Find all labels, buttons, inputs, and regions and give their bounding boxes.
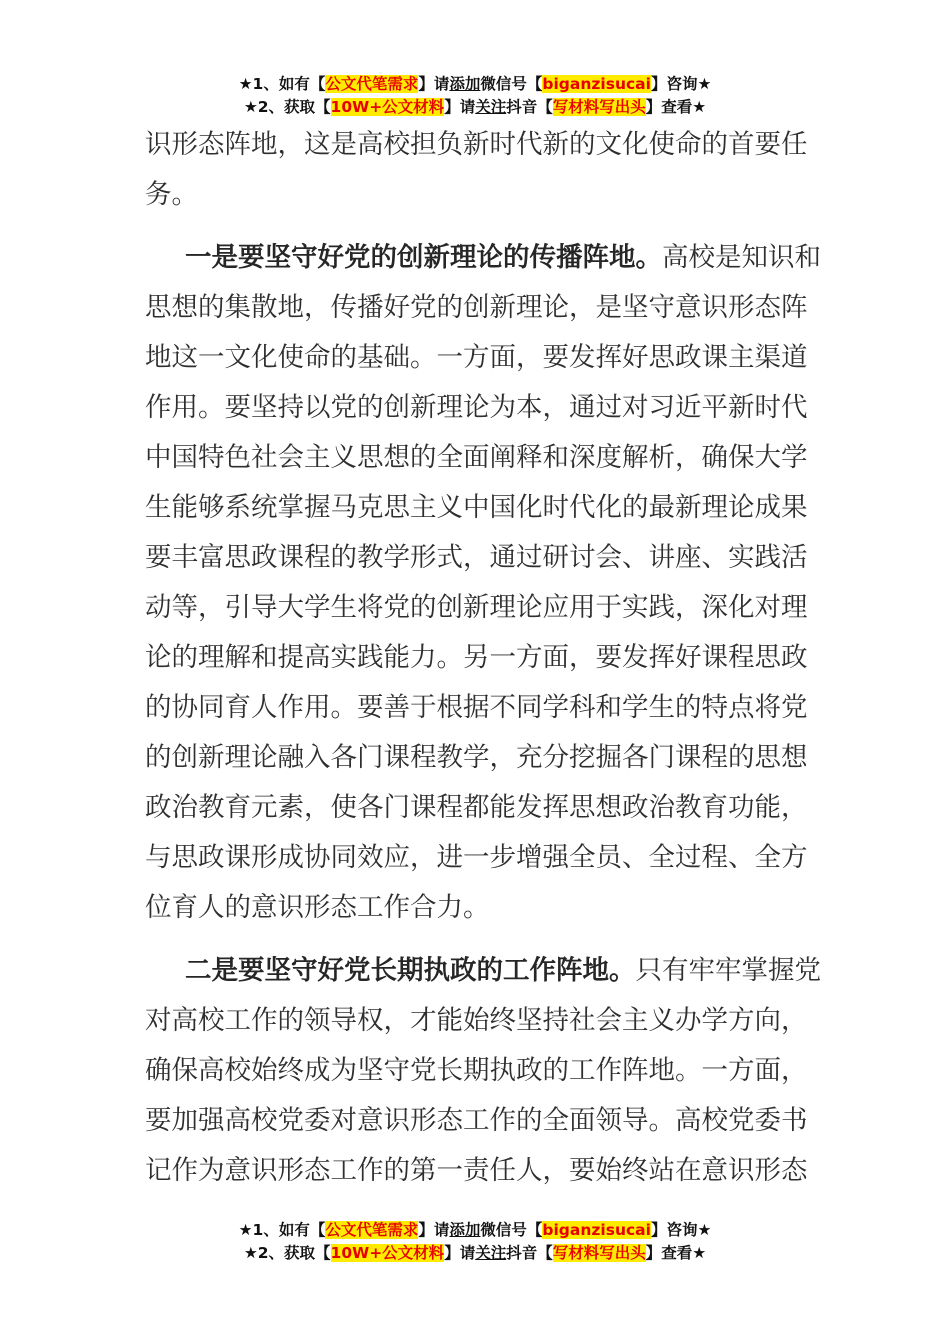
text-run: 高校是知识和 <box>662 242 821 273</box>
banner-text: 】咨询★ <box>650 1221 712 1239</box>
bottom-banner <box>0 1219 950 1265</box>
paragraph-1-first-line <box>145 233 821 283</box>
text-line: 论的理解和提高实践能力。另一方面，要发挥好课程思政 <box>145 642 808 673</box>
banner-line-2 <box>0 1242 950 1265</box>
top-banner <box>0 73 950 119</box>
paragraph-heading: 二是要坚守好党长期执政的工作阵地。 <box>185 955 636 986</box>
banner-highlight: 公文代笔需求 <box>325 1221 419 1239</box>
text-line: 记作为意识形态工作的第一责任人，要始终站在意识形态 <box>145 1155 808 1186</box>
banner-text: 】请 <box>418 75 450 93</box>
text-line: 识形态阵地，这是高校担负新时代新的文化使命的首要任 <box>145 129 808 160</box>
banner-underlined: 添加 <box>449 75 481 93</box>
banner-line-1 <box>0 1219 950 1242</box>
banner-underlined: 关注 <box>475 1244 507 1262</box>
text-line: 作用。要坚持以党的创新理论为本，通过对习近平新时代 <box>145 392 808 423</box>
text-line: 思想的集散地，传播好党的创新理论，是坚守意识形态阵 <box>145 292 808 323</box>
banner-text: ★1、如有【 <box>238 1221 326 1239</box>
text-line: 动等，引导大学生将党的创新理论应用于实践，深化对理 <box>145 592 808 623</box>
text-line: 政治教育元素，使各门课程都能发挥思想政治教育功能， <box>145 792 808 823</box>
paragraph-2-first-line <box>145 946 821 996</box>
document-body <box>145 120 821 1196</box>
text-line: 要丰富思政课程的教学形式，通过研讨会、讲座、实践活 <box>145 542 808 573</box>
banner-line-2 <box>0 96 950 119</box>
text-line: 对高校工作的领导权，才能始终坚持社会主义办学方向， <box>145 1005 808 1036</box>
banner-highlight: 10W+公文材料 <box>330 1244 445 1262</box>
banner-text: 微信号【 <box>480 1221 543 1239</box>
banner-text: 微信号【 <box>480 75 543 93</box>
banner-line-1 <box>0 73 950 96</box>
text-line: 与思政课形成协同效应，进一步增强全员、全过程、全方 <box>145 842 808 873</box>
text-line: 确保高校始终成为坚守党长期执政的工作阵地。一方面， <box>145 1055 808 1086</box>
banner-text: 】咨询★ <box>650 75 712 93</box>
text-line: 要加强高校党委对意识形态工作的全面领导。高校党委书 <box>145 1105 808 1136</box>
banner-text: ★2、获取【 <box>243 1244 331 1262</box>
text-line: 中国特色社会主义思想的全面阐释和深度解析，确保大学 <box>145 442 808 473</box>
text-line: 务。 <box>145 179 198 210</box>
banner-text: 】查看★ <box>645 1244 707 1262</box>
text-line: 的创新理论融入各门课程教学，充分挖掘各门课程的思想 <box>145 742 808 773</box>
banner-underlined: 添加 <box>449 1221 481 1239</box>
banner-highlight: 写材料写出头 <box>552 98 646 116</box>
banner-highlight: 10W+公文材料 <box>330 98 445 116</box>
banner-highlight: biganzisucai <box>542 75 651 93</box>
banner-highlight: 公文代笔需求 <box>325 75 419 93</box>
text-run: 只有牢牢掌握党 <box>635 955 821 986</box>
text-line: 的协同育人作用。要善于根据不同学科和学生的特点将党 <box>145 692 808 723</box>
banner-underlined: 关注 <box>475 98 507 116</box>
paragraph-heading: 一是要坚守好党的创新理论的传播阵地。 <box>185 242 662 273</box>
banner-text: ★2、获取【 <box>243 98 331 116</box>
text-line: 生能够系统掌握马克思主义中国化时代化的最新理论成果 <box>145 492 808 523</box>
banner-text: ★1、如有【 <box>238 75 326 93</box>
banner-text: 】请 <box>444 98 476 116</box>
banner-text: 】查看★ <box>645 98 707 116</box>
text-line: 地这一文化使命的基础。一方面，要发挥好思政课主渠道 <box>145 342 808 373</box>
banner-text: 】请 <box>418 1221 450 1239</box>
banner-text: 】请 <box>444 1244 476 1262</box>
banner-highlight: biganzisucai <box>542 1221 651 1239</box>
banner-text: 抖音【 <box>506 1244 553 1262</box>
text-line: 位育人的意识形态工作合力。 <box>145 892 490 923</box>
banner-text: 抖音【 <box>506 98 553 116</box>
banner-highlight: 写材料写出头 <box>552 1244 646 1262</box>
